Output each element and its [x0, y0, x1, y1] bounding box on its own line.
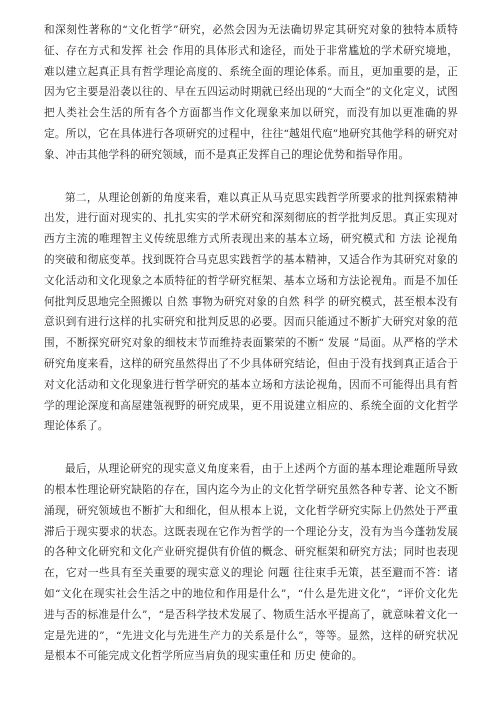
paragraph-3: 最后，从理论研究的现实意义角度来看，由于上述两个方面的基本理论难题所导致的根本性理论研究缺陷的存在，国内迄今为止的文化哲学研究虽然各种专著、论文不断涌现，研究领域也不断扩大和细化，但从根本上说，文化哲学研究实际上仍然处于严重滞后于现实要求的状态。这既表现在它作为哲学的一个理论分支，没有为当今蓬勃发展的各种文化研究和文化产业研究提供有价值的概念、研究框架和研究方法；同时也表现在，它对一些具有至关重要的现实意义的理论 问题 往往束手无策，甚至避而不答：诸如“文化在现实社会生活之中的地位和作用是什么”，“什么是先进文化”，“评价文化先进与否的标准是什么”，“是否科学技术发展了、物质生活水平提高了，就意味着文化一定是先进的”，“先进文化与先进生产力的关系是什么”，等等。显然，这样的研究状况是根本不可能完成文化哲学所应当肩负的现实重任和 历史 使命的。: [44, 463, 458, 663]
document-page: [44, 20, 458, 667]
paragraph-2: 第二，从理论创新的角度来看，难以真正从马克思实践哲学所要求的批判探索精神出发，进行面对现实的、扎扎实实的学术研究和深刻彻底的哲学批判反思。真正实现对西方主流的唯理智主义传统思维方式所表现出来的基本立场，研究模式和 方法 论视角的突破和彻底变革。找到既符合马克思实践哲学的基本精神，又适合作为其研究对象的文化活动和文化现象之本质特征的哲学研究框架、基本立场和方法论视角。而是不加任何批判反思地完全照搬以 自然 事物为研究对象的自然 科学 的研究模式，甚至根本没有意识到有进行这样的扎实研究和批判反思的必要。因而只能通过不断扩大研究对象的范围，不断探究研究对象的细枝末节而维持表面繁荣的不断“ 发展 ”局面。从严格的学术研究角度来看，这样的研究虽然得出了不少具体研究结论，但由于没有找到真正适合于对文化活动和文化现象进行哲学研究的基本立场和方法论视角，因而不可能得出具有哲学的理论深度和高屋建瓴视野的研究成果，更不用说建立相应的、系统全面的文化哲学理论体系了。: [44, 191, 458, 433]
paragraph-1: 和深刻性著称的“文化哲学”研究，必然会因为无法确切界定其研究对象的独特本质特征、存在方式和发挥 社会 作用的具体形式和途径，而处于非常尴尬的学术研究境地，难以建立起真正具有哲学理论高度的、系统全面的理论体系。而且，更加重要的是，正因为它主要是沿袭以往的、早在五四运动时期就已经出现的“大而全”的文化定义，试图把人类社会生活的所有各个方面都当作文化现象来加以研究，而没有加以更准确的界定。所以，它在具体进行各项研究的过程中，往往“越俎代庖”地研究其他学科的研究对象、冲击其他学科的研究领域，而不是真正发挥自己的理论优势和指导作用。: [44, 24, 458, 161]
